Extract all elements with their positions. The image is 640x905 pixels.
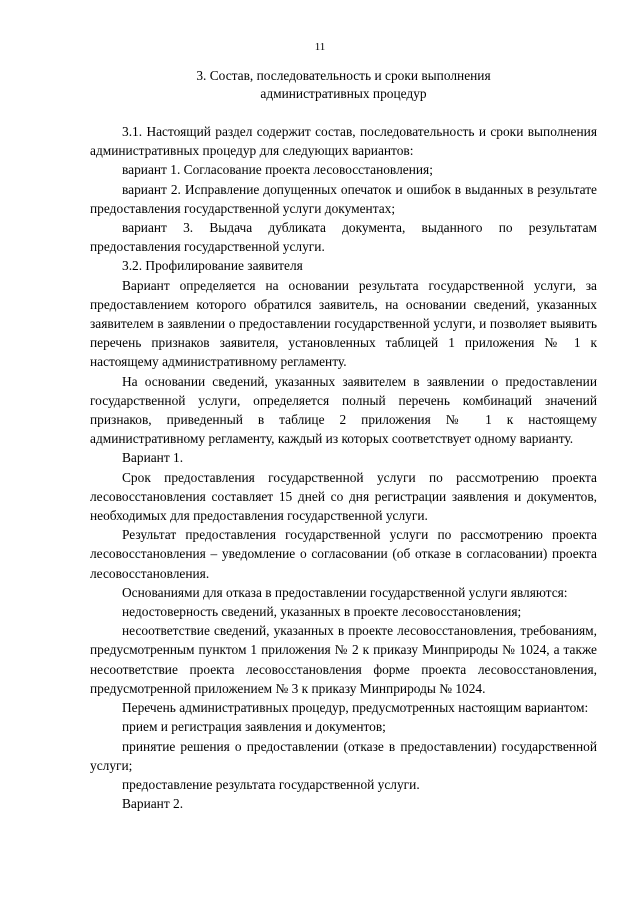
paragraph-variant-1-item: вариант 1. Согласование проекта лесовосстановления; xyxy=(122,162,433,178)
paragraph-combinations: На основании сведений, указанных заявителем в заявлении о предоставлении государственной услуги, определяется полный перечень комбинаций значений признаков, приведенный в таблице 2 приложения № 1 к настоящему административному регламенту, каждый из которых соответствует одному варианту. xyxy=(90,373,597,447)
paragraph-refusal-grounds: Основаниями для отказа в предоставлении государственной услуги являются: xyxy=(122,584,568,600)
paragraph-3-1: 3.1. Настоящий раздел содержит состав, последовательность и сроки выполнения административных процедур для следующих вариантов: xyxy=(90,124,597,159)
section-heading xyxy=(90,67,597,102)
document-body xyxy=(90,122,597,813)
paragraph-variant-2-heading: Вариант 2. xyxy=(122,796,184,812)
paragraph-variant-3-item: вариант 3. Выдача дубликата документа, выданного по результатам предоставления государственной услуги. xyxy=(90,220,597,255)
paragraph-procedure-2: принятие решения о предоставлении (отказе в предоставлении) государственной услуги; xyxy=(90,738,597,773)
paragraph-procedure-1: прием и регистрация заявления и документов; xyxy=(122,719,386,735)
paragraph-variant-2-item: вариант 2. Исправление допущенных опечаток и ошибок в выданных в результате предоставления государственной услуги документах; xyxy=(90,181,597,216)
paragraph-variant-definition: Вариант определяется на основании результата государственной услуги, за предоставлением которого обратился заявитель, на основании сведений, указанных заявителем в заявлении о предоставлении государственной услуги, и позволяет выявить перечень признаков заявителя, установленных таблицей 1 приложения № 1 к настоящему административному регламенту. xyxy=(90,277,597,370)
paragraph-3-2-title: 3.2. Профилирование заявителя xyxy=(122,258,303,274)
paragraph-refusal-item-1: недостоверность сведений, указанных в проекте лесовосстановления; xyxy=(122,604,522,620)
paragraph-procedures-list: Перечень административных процедур, предусмотренных настоящим вариантом: xyxy=(122,700,589,716)
paragraph-refusal-item-2: несоответствие сведений, указанных в проекте лесовосстановления, требованиям, предусмотренным пунктом 1 приложения № 2 к приказу Минприроды № 1024, а также несоответствие проекта лесовосстановления форме проекта лесовосстановления, предусмотренной приложением № 3 к приказу Минприроды № 1024. xyxy=(90,623,597,696)
paragraph-result: Результат предоставления государственной услуги по рассмотрению проекта лесовосстановления – уведомление о согласовании (об отказе в согласовании) проекта лесовосстановления. xyxy=(90,527,597,581)
section-heading-line-1: 3. Состав, последовательность и сроки выполнения xyxy=(196,68,491,83)
section-heading-line-2: административных процедур xyxy=(260,85,427,101)
page-number: 11 xyxy=(314,41,326,53)
paragraph-procedure-3: предоставление результата государственной услуги. xyxy=(122,776,420,792)
paragraph-variant-1-heading: Вариант 1. xyxy=(122,450,184,466)
paragraph-term: Срок предоставления государственной услуги по рассмотрению проекта лесовосстановления составляет 15 дней со дня регистрации заявления и документов, необходимых для предоставления государственной услуги. xyxy=(90,469,597,524)
